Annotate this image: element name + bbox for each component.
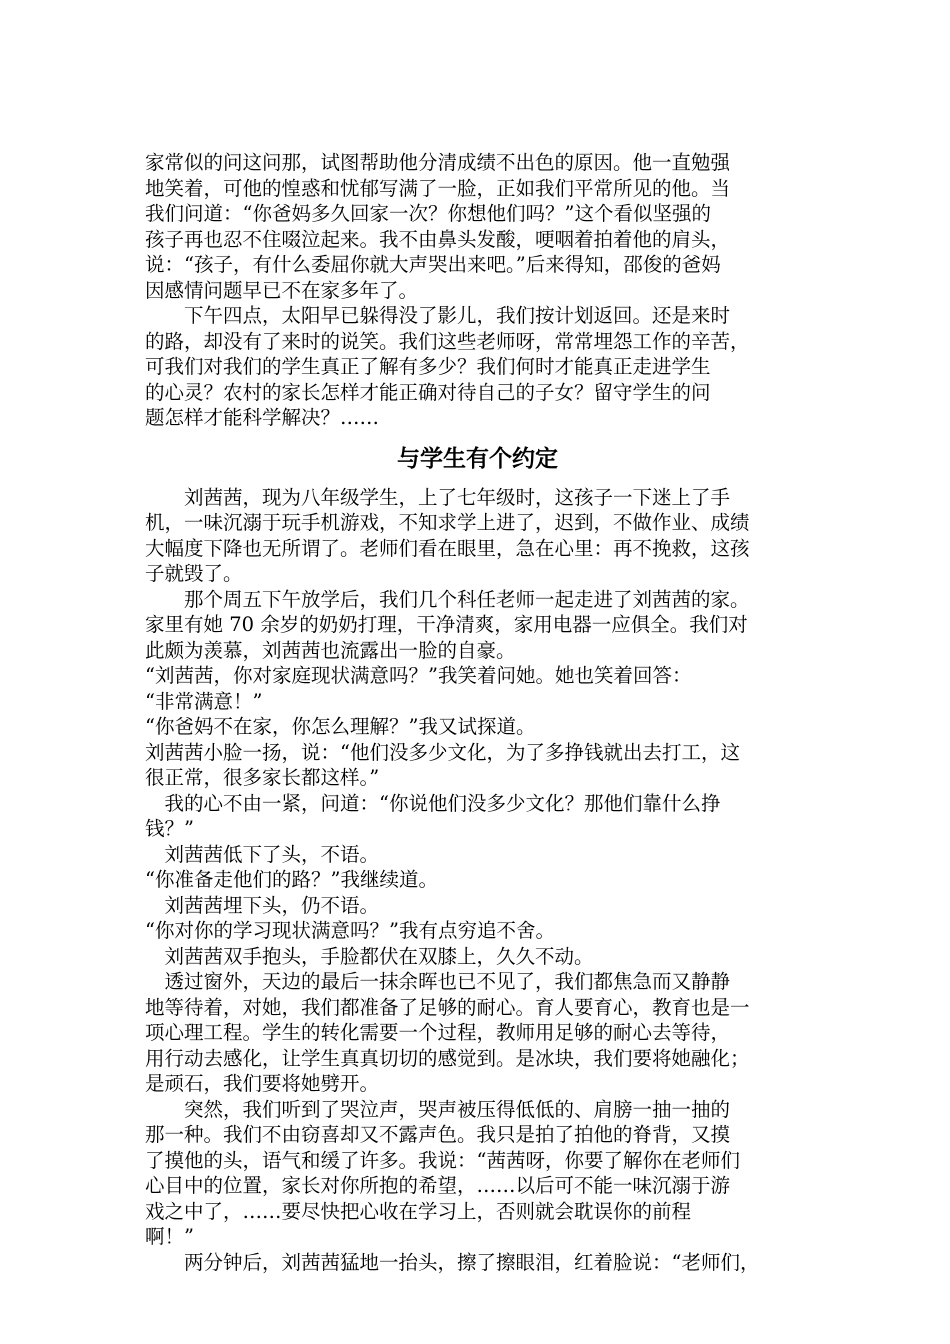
text-line: 项心理工程。学生的转化需要一个过程，教师用足够的耐心去等待， (145, 1021, 731, 1044)
section-1-text (145, 150, 810, 431)
text-line: 可我们对我们的学生真正了解有多少？我们何时才能真正走进学生 (145, 355, 711, 378)
text-line: “你对你的学习现状满意吗？”我有点穷追不舍。 (145, 919, 555, 942)
text-line: 地笑着，可他的惶惑和忧郁写满了一脸，正如我们平常所见的他。当 (145, 176, 731, 200)
text-line: 刘茜茜低下了头，不语。 (145, 842, 380, 866)
text-line: 刘茜茜，现为八年级学生，上了七年级时，这孩子一下迷上了手 (145, 485, 731, 509)
text-line: 两分钟后，刘茜茜猛地一抬头，擦了擦眼泪，红着脸说：“老师们， (145, 1250, 760, 1274)
text-line: 刘茜茜小脸一扬，说：“他们没多少文化，为了多挣钱就出去打工，这 (145, 740, 740, 764)
text-line: 戏之中了，……要尽快把心收在学习上，否则就会耽误你的前程 (145, 1199, 692, 1223)
text-line: 突然，我们听到了哭泣声，哭声被压得低低的、肩膀一抽一抽的 (145, 1097, 731, 1121)
text-line: 了摸他的头，语气和缓了许多。我说：“茜茜呀，你要了解你在老师们 (145, 1148, 740, 1172)
text-line: 那一种。我们不由窃喜却又不露声色。我只是拍了拍他的脊背，又摸 (145, 1123, 731, 1146)
text-line: “刘茜茜，你对家庭现状满意吗？”我笑着问她。她也笑着回答： (145, 664, 692, 687)
text-line: 因感情问题早已不在家多年了。 (145, 278, 419, 302)
text-line: 很正常，很多家长都这样。” (145, 766, 380, 789)
text-line: 刘茜茜双手抱头，手脸都伏在双膝上，久久不动。 (145, 944, 594, 968)
text-line: 用行动去感化，让学生真真切切的感觉到。是冰块，我们要将她融化； (145, 1046, 750, 1070)
text-line: 钱？” (145, 817, 194, 840)
text-line: 此颇为羡慕，刘茜茜也流露出一脸的自豪。 (145, 638, 516, 662)
section-title: 与学生有个约定 (397, 444, 558, 472)
text-line: 我们问道：“你爸妈多久回家一次？你想他们吗？”这个看似坚强的 (145, 202, 711, 225)
text-line: 家常似的问这问那，试图帮助他分清成绩不出色的原因。他一直勉强 (145, 151, 731, 174)
text-line: 题怎样才能科学解决？…… (145, 406, 380, 429)
text-line: 孩子再也忍不住啜泣起来。我不由鼻头发酸，哽咽着拍着他的肩头， (145, 227, 731, 251)
text-line: 地等待着，对她，我们都准备了足够的耐心。育人要育心，教育也是一 (145, 995, 750, 1019)
text-line: 心目中的位置，家长对你所抱的希望，……以后可不能一味沉溺于游 (145, 1174, 731, 1197)
text-line: 的路，却没有了来时的说笑。我们这些老师呀，常常埋怨工作的辛苦， (145, 329, 750, 353)
text-line: “非常满意！” (145, 689, 263, 713)
text-line: 啊！” (145, 1225, 194, 1248)
text-line: 子就毁了。 (145, 562, 243, 585)
text-line: “你准备走他们的路？”我继续道。 (145, 868, 438, 891)
text-line: 家里有她 70 余岁的奶奶打理，干净清爽，家用电器一应俱全。我们对 (145, 613, 748, 636)
text-line: 是顽石，我们要将她劈开。 (145, 1072, 380, 1095)
text-line: 我的心不由一紧，问道：“你说他们没多少文化？那他们靠什么挣 (145, 791, 721, 815)
text-line: 下午四点，太阳早已躲得没了影儿，我们按计划返回。还是来时 (145, 304, 731, 327)
text-line: 机，一味沉溺于玩手机游戏，不知求学上进了，迟到，不做作业、成绩 (145, 511, 750, 534)
text-line: 那个周五下午放学后，我们几个科任老师一起走进了刘茜茜的家。 (145, 587, 750, 611)
text-line: 透过窗外，天边的最后一抹余晖也已不见了，我们都焦急而又静静 (145, 970, 731, 993)
text-line: 的心灵？农村的家长怎样才能正确对待自己的子女？留守学生的问 (145, 380, 711, 404)
text-line: 说：“孩子，有什么委屈你就大声哭出来吧。”后来得知，邵俊的爸妈 (145, 253, 721, 276)
text-line: “你爸妈不在家，你怎么理解？”我又试探道。 (145, 715, 536, 738)
text-line: 大幅度下降也无所谓了。老师们看在眼里，急在心里：再不挽救，这孩 (145, 536, 750, 560)
text-line: 刘茜茜埋下头，仍不语。 (145, 893, 380, 917)
section-2-text (145, 485, 810, 1276)
